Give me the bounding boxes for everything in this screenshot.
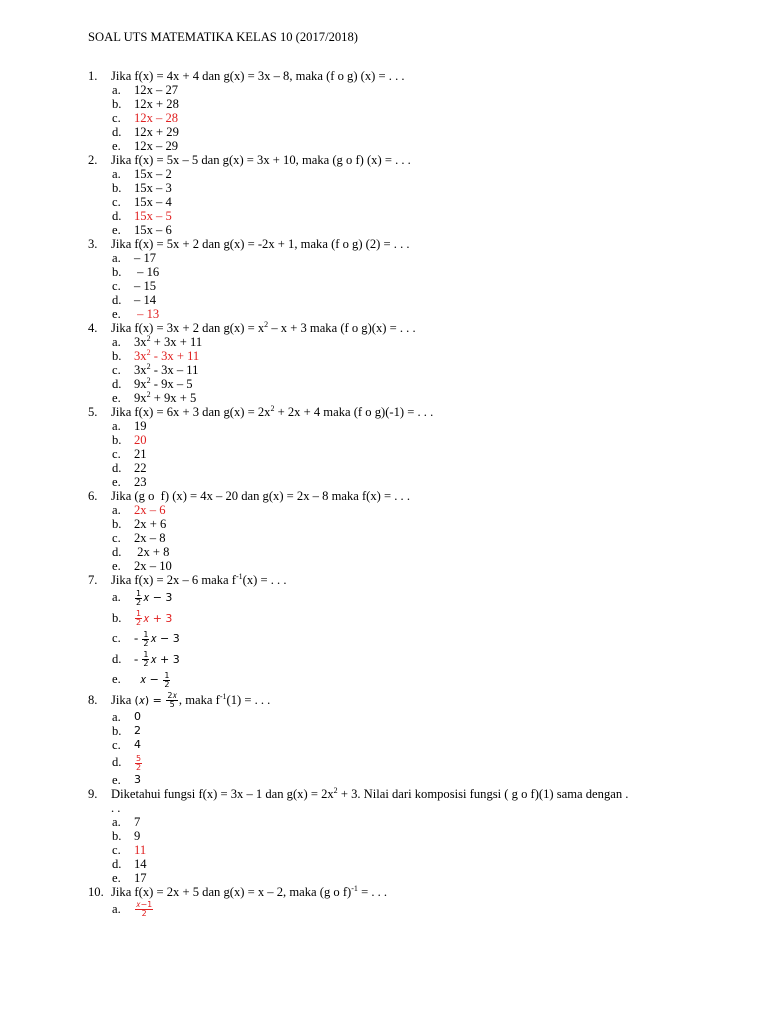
answer-text: $\frac{\text{𝑥−1}}{2}$	[136, 900, 153, 919]
answer-text: 11	[134, 842, 147, 857]
option-letter: d.	[112, 856, 122, 871]
question-text: Jika f(x) = 5x + 2 dan g(x) = -2x + 1, maka (f o g) (2) = . . .	[111, 237, 410, 251]
option-text: $9x^2 - 9x - 5$	[134, 376, 193, 391]
question-number: 10.	[88, 884, 104, 899]
option-1b	[88, 97, 748, 111]
option-text: $9x^2 + 9x + 5$	[134, 390, 197, 405]
option-letter: c.	[112, 279, 121, 293]
option-2c	[88, 195, 748, 209]
option-text: 15x – 3	[134, 181, 172, 195]
option-10a	[88, 899, 748, 920]
option-letter: b.	[112, 433, 122, 447]
question-6	[88, 489, 748, 503]
option-letter: d.	[112, 755, 122, 769]
question-number: 4.	[88, 321, 98, 335]
option-text: 12x – 27	[134, 83, 179, 97]
option-8e	[88, 773, 748, 787]
option-letter: c.	[112, 111, 121, 125]
option-text: 23	[134, 475, 147, 489]
option-1c	[88, 111, 748, 125]
option-letter: e.	[112, 139, 121, 153]
option-letter: a.	[112, 251, 121, 265]
option-letter: e.	[112, 772, 121, 787]
option-letter: b.	[112, 828, 122, 843]
option-letter: a.	[112, 590, 121, 604]
option-letter: c.	[112, 738, 121, 752]
page-title: SOAL UTS MATEMATIKA KELAS 10 (2017/2018)	[88, 30, 358, 44]
option-text: – 15	[134, 279, 157, 293]
option-text: 12x – 29	[134, 139, 179, 153]
answer-text: 15x – 5	[134, 209, 172, 223]
question-number: 8.	[88, 692, 98, 707]
option-8d	[88, 752, 748, 773]
option-letter: b.	[112, 610, 122, 625]
option-text: 22	[134, 461, 147, 475]
option-letter: a.	[112, 710, 121, 724]
question-number: 9.	[88, 786, 98, 801]
option-7a	[88, 587, 748, 608]
question-text: Jika f(x) = 4x + 4 dan g(x) = 3x – 8, maka (f o g) (x) = . . .	[111, 69, 405, 83]
option-text: 7	[134, 814, 141, 829]
question-5	[88, 405, 748, 419]
option-letter: e.	[112, 559, 121, 573]
option-9b	[88, 829, 748, 843]
option-7b	[88, 608, 748, 629]
option-letter: e.	[112, 391, 121, 405]
option-text: 9	[134, 828, 141, 843]
question-3	[88, 237, 748, 251]
option-1d	[88, 125, 748, 139]
option-5c	[88, 447, 748, 461]
question-number: 5.	[88, 405, 98, 419]
option-text: 19	[134, 419, 147, 433]
question-9-continuation: . .	[111, 800, 121, 815]
option-text: $\frac{1}{2}$ 𝑥 − 3	[136, 588, 173, 607]
option-3a	[88, 251, 748, 265]
option-6c	[88, 531, 748, 545]
option-text: $3x^2 + 3x + 11$	[134, 334, 203, 349]
option-text: 3	[134, 772, 141, 786]
option-8b	[88, 724, 748, 738]
option-7d	[88, 649, 748, 670]
option-2a	[88, 167, 748, 181]
option-text: 2x – 8	[134, 531, 166, 545]
option-3d	[88, 293, 748, 307]
question-number: 1.	[88, 69, 98, 83]
question-text: Jika f(x) = 5x – 5 dan g(x) = 3x + 10, maka (g o f) (x) = . . .	[111, 153, 411, 167]
option-text: 4	[134, 738, 141, 751]
question-text: Jika f(x) = 2x + 5 dan g(x) = x – 2, maka (g o f)$^{-1}$ = . . .	[111, 883, 388, 899]
option-text: $3x^2 - 3x - 11$	[134, 362, 199, 377]
option-3b	[88, 265, 748, 279]
question-list	[88, 69, 748, 919]
option-letter: e.	[112, 475, 121, 489]
option-text: - $\frac{1}{2}$ 𝑥 − 3	[134, 629, 180, 648]
option-text: – 17	[134, 251, 157, 265]
option-letter: e.	[112, 307, 121, 321]
option-letter: b.	[112, 517, 122, 531]
option-4e	[88, 391, 748, 405]
option-9d	[88, 857, 748, 871]
question-text: Jika (𝑥) = $\frac{\text{2𝑥}}{5}$ , maka $f^{-1}(1)$ = . . .	[111, 691, 271, 710]
option-text: 21	[134, 447, 147, 461]
question-8	[88, 690, 748, 711]
option-1a	[88, 83, 748, 97]
option-text: 2	[134, 724, 141, 737]
option-8a	[88, 710, 748, 724]
option-text: 15x – 6	[134, 223, 172, 237]
option-9c	[88, 843, 748, 857]
answer-text: – 13	[134, 307, 160, 321]
option-letter: c.	[112, 631, 121, 645]
option-5e	[88, 475, 748, 489]
option-4c	[88, 363, 748, 377]
option-4b	[88, 349, 748, 363]
option-text: 14	[134, 856, 147, 871]
option-text: 2x – 10	[134, 559, 172, 573]
question-text: Jika (g o f) (x) = 4x – 20 dan g(x) = 2x – 8 maka f(x) = . . .	[111, 489, 411, 503]
question-7	[88, 573, 748, 587]
option-letter: d.	[112, 545, 122, 559]
question-2	[88, 153, 748, 167]
question-text: Jika f(x) = 3x + 2 dan $g(x) = x^2 - x + 3$ maka (f o g)(x) = . . .	[111, 320, 416, 335]
option-text: 0	[134, 710, 141, 723]
answer-text: 2x – 6	[134, 503, 166, 517]
question-1	[88, 69, 748, 83]
option-1e	[88, 139, 748, 153]
option-letter: b.	[112, 349, 122, 363]
answer-text: $\frac{5}{2}$	[136, 753, 142, 772]
option-letter: a.	[112, 419, 121, 433]
option-letter: b.	[112, 181, 122, 195]
option-text: 12x + 28	[134, 97, 179, 111]
option-letter: b.	[112, 724, 122, 738]
option-3c	[88, 279, 748, 293]
question-number: 3.	[88, 237, 98, 251]
option-letter: d.	[112, 209, 122, 223]
option-9a	[88, 815, 748, 829]
option-letter: a.	[112, 503, 121, 517]
option-6a	[88, 503, 748, 517]
option-text: 15x – 2	[134, 167, 172, 181]
answer-text: 12x – 28	[134, 111, 179, 125]
option-5b	[88, 433, 748, 447]
question-9	[88, 787, 748, 801]
option-text: 12x + 29	[134, 125, 179, 139]
option-text: - $\frac{1}{2}$ 𝑥 + 3	[134, 650, 180, 669]
question-10	[88, 885, 748, 899]
question-number: 6.	[88, 489, 98, 503]
option-4a	[88, 335, 748, 349]
option-6b	[88, 517, 748, 531]
option-text: – 14	[134, 293, 157, 307]
option-text: 𝑥 − $\frac{1}{2}$	[140, 670, 170, 689]
option-3e	[88, 307, 748, 321]
option-text: 2x + 8	[134, 545, 170, 559]
option-text: – 16	[134, 265, 160, 279]
option-4d	[88, 377, 748, 391]
question-4	[88, 321, 748, 335]
option-letter: c.	[112, 195, 121, 209]
option-text: 2x + 6	[134, 517, 167, 531]
option-letter: d.	[112, 651, 122, 666]
option-letter: e.	[112, 223, 121, 237]
option-6e	[88, 559, 748, 573]
option-letter: a.	[112, 814, 121, 829]
answer-text: $3x^2 - 3x + 11$	[134, 348, 200, 363]
option-9e	[88, 871, 748, 885]
question-number: 7.	[88, 573, 98, 587]
option-5a	[88, 419, 748, 433]
option-7e	[88, 669, 748, 690]
option-letter: a.	[112, 335, 121, 349]
option-text: 15x – 4	[134, 195, 172, 209]
option-letter: d.	[112, 293, 122, 307]
option-letter: a.	[112, 83, 121, 97]
option-letter: c.	[112, 447, 121, 461]
answer-text: 20	[134, 433, 147, 447]
option-letter: b.	[112, 265, 122, 279]
option-5d	[88, 461, 748, 475]
question-number: 2.	[88, 153, 98, 167]
option-text: 17	[134, 870, 147, 885]
option-letter: b.	[112, 97, 122, 111]
answer-text: $\frac{1}{2}$ 𝑥 + 3	[136, 609, 173, 628]
option-letter: e.	[112, 870, 121, 885]
question-text: Diketahui fungsi f(x) = 3x – 1 dan $g(x) = 2x^2 + 3$. Nilai dari komposisi fungsi ( g o f)(1) sama dengan .	[111, 785, 629, 801]
option-letter: c.	[112, 363, 121, 377]
option-2d	[88, 209, 748, 223]
option-7c	[88, 628, 748, 649]
option-6d	[88, 545, 748, 559]
question-text: Jika f(x) = 2x – 6 maka $f^{-1}(x)$ = . . .	[111, 572, 287, 587]
option-letter: c.	[112, 531, 121, 545]
option-2b	[88, 181, 748, 195]
option-letter: d.	[112, 125, 122, 139]
option-2e	[88, 223, 748, 237]
question-text: Jika f(x) = 6x + 3 dan $g(x) = 2x^2 + 2x + 4$ maka (f o g)(-1) = . . .	[111, 404, 434, 419]
option-letter: d.	[112, 377, 122, 391]
option-letter: d.	[112, 461, 122, 475]
option-letter: a.	[112, 901, 121, 916]
option-8c	[88, 738, 748, 752]
option-letter: c.	[112, 842, 121, 857]
option-letter: e.	[112, 672, 121, 686]
option-letter: a.	[112, 167, 121, 181]
